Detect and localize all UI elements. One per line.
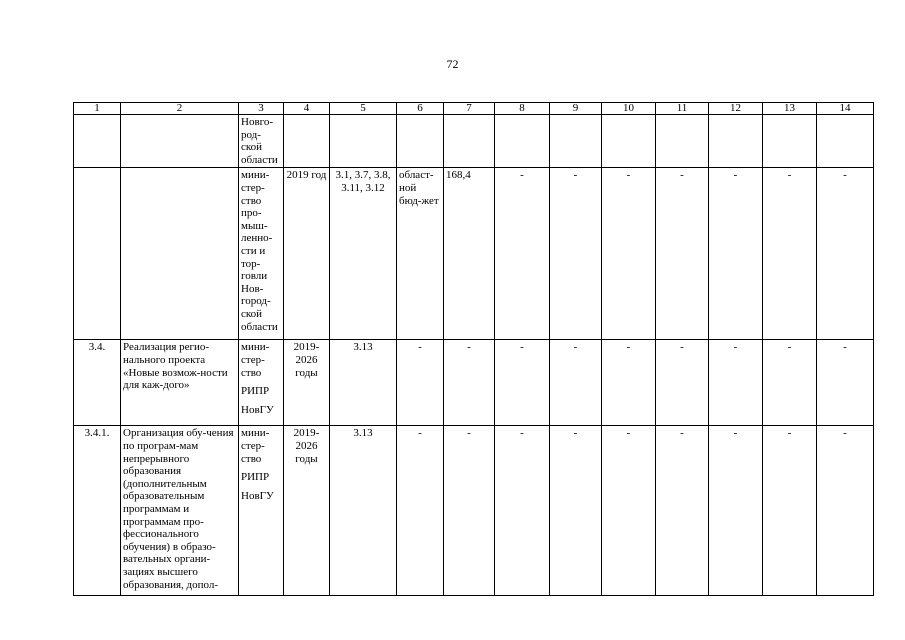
- value-cell: -: [495, 426, 550, 596]
- executor-line: РИПР: [241, 385, 270, 398]
- executor-line: про-: [241, 207, 262, 220]
- header-cell: 8: [495, 103, 550, 115]
- executor-line: сти и: [241, 244, 266, 257]
- value-cell: -: [550, 426, 602, 596]
- value-cell: -: [550, 168, 602, 340]
- target-cell: 3.13: [330, 340, 397, 426]
- executor-line: тор-: [241, 257, 261, 270]
- value-cell: -: [763, 168, 817, 340]
- executor-line: области: [241, 153, 278, 166]
- row-number-cell: 3.4.: [74, 340, 121, 426]
- executor-line: Нов-: [241, 282, 264, 295]
- header-cell: 1: [74, 103, 121, 115]
- row-number-cell: 3.4.1.: [74, 426, 121, 596]
- header-cell: 2: [121, 103, 239, 115]
- amount-cell: [444, 115, 495, 168]
- value-cell: [709, 115, 763, 168]
- header-cell: 5: [330, 103, 397, 115]
- executor-line: РИПР: [241, 471, 270, 484]
- period-cell: 2019-2026 годы: [284, 426, 330, 596]
- executor-line: мини-: [241, 427, 270, 440]
- executor-line: стер-: [241, 353, 265, 366]
- executor-line: говли: [241, 270, 268, 283]
- header-cell: 4: [284, 103, 330, 115]
- amount-cell: -: [444, 340, 495, 426]
- header-cell: 11: [656, 103, 709, 115]
- executor-line: род-: [241, 128, 261, 141]
- target-cell: [330, 115, 397, 168]
- target-cell: 3.13: [330, 426, 397, 596]
- value-cell: -: [495, 168, 550, 340]
- header-cell: 6: [397, 103, 444, 115]
- executor-cell: [239, 426, 284, 596]
- executor-line: стер-: [241, 439, 265, 452]
- value-cell: -: [656, 426, 709, 596]
- target-cell: 3.1, 3.7, 3.8, 3.11, 3.12: [330, 168, 397, 340]
- value-cell: -: [817, 168, 874, 340]
- plan-table: [73, 102, 874, 596]
- source-cell: -: [397, 426, 444, 596]
- value-cell: -: [602, 426, 656, 596]
- value-cell: -: [709, 340, 763, 426]
- period-cell: 2019 год: [284, 168, 330, 340]
- value-cell: [656, 115, 709, 168]
- executor-line: ской: [241, 307, 263, 320]
- value-cell: [817, 115, 874, 168]
- header-cell: 9: [550, 103, 602, 115]
- executor-line: мини-: [241, 341, 270, 354]
- event-name-cell: [121, 168, 239, 340]
- header-cell: 12: [709, 103, 763, 115]
- event-name-cell: Организация обу-чения по програм-мам непрерывного образования (дополнительным образовательным программам и программам про-фессионального обучения) в образо-вательных органи-зациях высшего образования, допол-: [121, 426, 239, 596]
- row-number-cell: [74, 115, 121, 168]
- column-number-row: [74, 103, 874, 115]
- source-cell: [397, 115, 444, 168]
- event-name-cell: [121, 115, 239, 168]
- page-number: 72: [446, 57, 459, 71]
- executor-line: Новго-: [241, 116, 274, 128]
- source-cell: -: [397, 340, 444, 426]
- executor-line: мыш-: [241, 219, 268, 232]
- executor-line: ской: [241, 141, 263, 154]
- value-cell: [602, 115, 656, 168]
- event-name-cell: Реализация регио-нального проекта «Новые возмож-ности для каж-дого»: [121, 340, 239, 426]
- value-cell: -: [495, 340, 550, 426]
- value-cell: -: [602, 340, 656, 426]
- value-cell: -: [709, 168, 763, 340]
- table-row: [74, 115, 874, 168]
- source-cell: област-ной бюд-жет: [397, 168, 444, 340]
- table-row: [74, 168, 874, 340]
- header-cell: 10: [602, 103, 656, 115]
- value-cell: -: [817, 340, 874, 426]
- executor-line: ленно-: [241, 232, 273, 245]
- value-cell: -: [656, 340, 709, 426]
- value-cell: -: [709, 426, 763, 596]
- executor-line: ство: [241, 366, 262, 379]
- value-cell: -: [817, 426, 874, 596]
- header-cell: 3: [239, 103, 284, 115]
- value-cell: -: [602, 168, 656, 340]
- executor-line: НовГУ: [241, 489, 274, 502]
- executor-cell: [239, 168, 284, 340]
- executor-cell: [239, 340, 284, 426]
- executor-line: НовГУ: [241, 403, 274, 416]
- period-cell: 2019-2026 годы: [284, 340, 330, 426]
- value-cell: [550, 115, 602, 168]
- executor-line: области: [241, 320, 278, 333]
- value-cell: -: [763, 340, 817, 426]
- amount-cell: 168,4: [444, 168, 495, 340]
- executor-line: ство: [241, 194, 262, 207]
- header-cell: 14: [817, 103, 874, 115]
- header-cell: 7: [444, 103, 495, 115]
- value-cell: -: [763, 426, 817, 596]
- period-cell: [284, 115, 330, 168]
- value-cell: -: [550, 340, 602, 426]
- header-cell: 13: [763, 103, 817, 115]
- value-cell: [495, 115, 550, 168]
- table-row: [74, 340, 874, 426]
- executor-line: ство: [241, 452, 262, 465]
- amount-cell: -: [444, 426, 495, 596]
- executor-line: город-: [241, 295, 271, 308]
- executor-cell: [239, 115, 284, 168]
- value-cell: [763, 115, 817, 168]
- row-number-cell: [74, 168, 121, 340]
- value-cell: -: [656, 168, 709, 340]
- executor-line: мини-: [241, 169, 270, 182]
- executor-line: стер-: [241, 181, 265, 194]
- table-row: [74, 426, 874, 596]
